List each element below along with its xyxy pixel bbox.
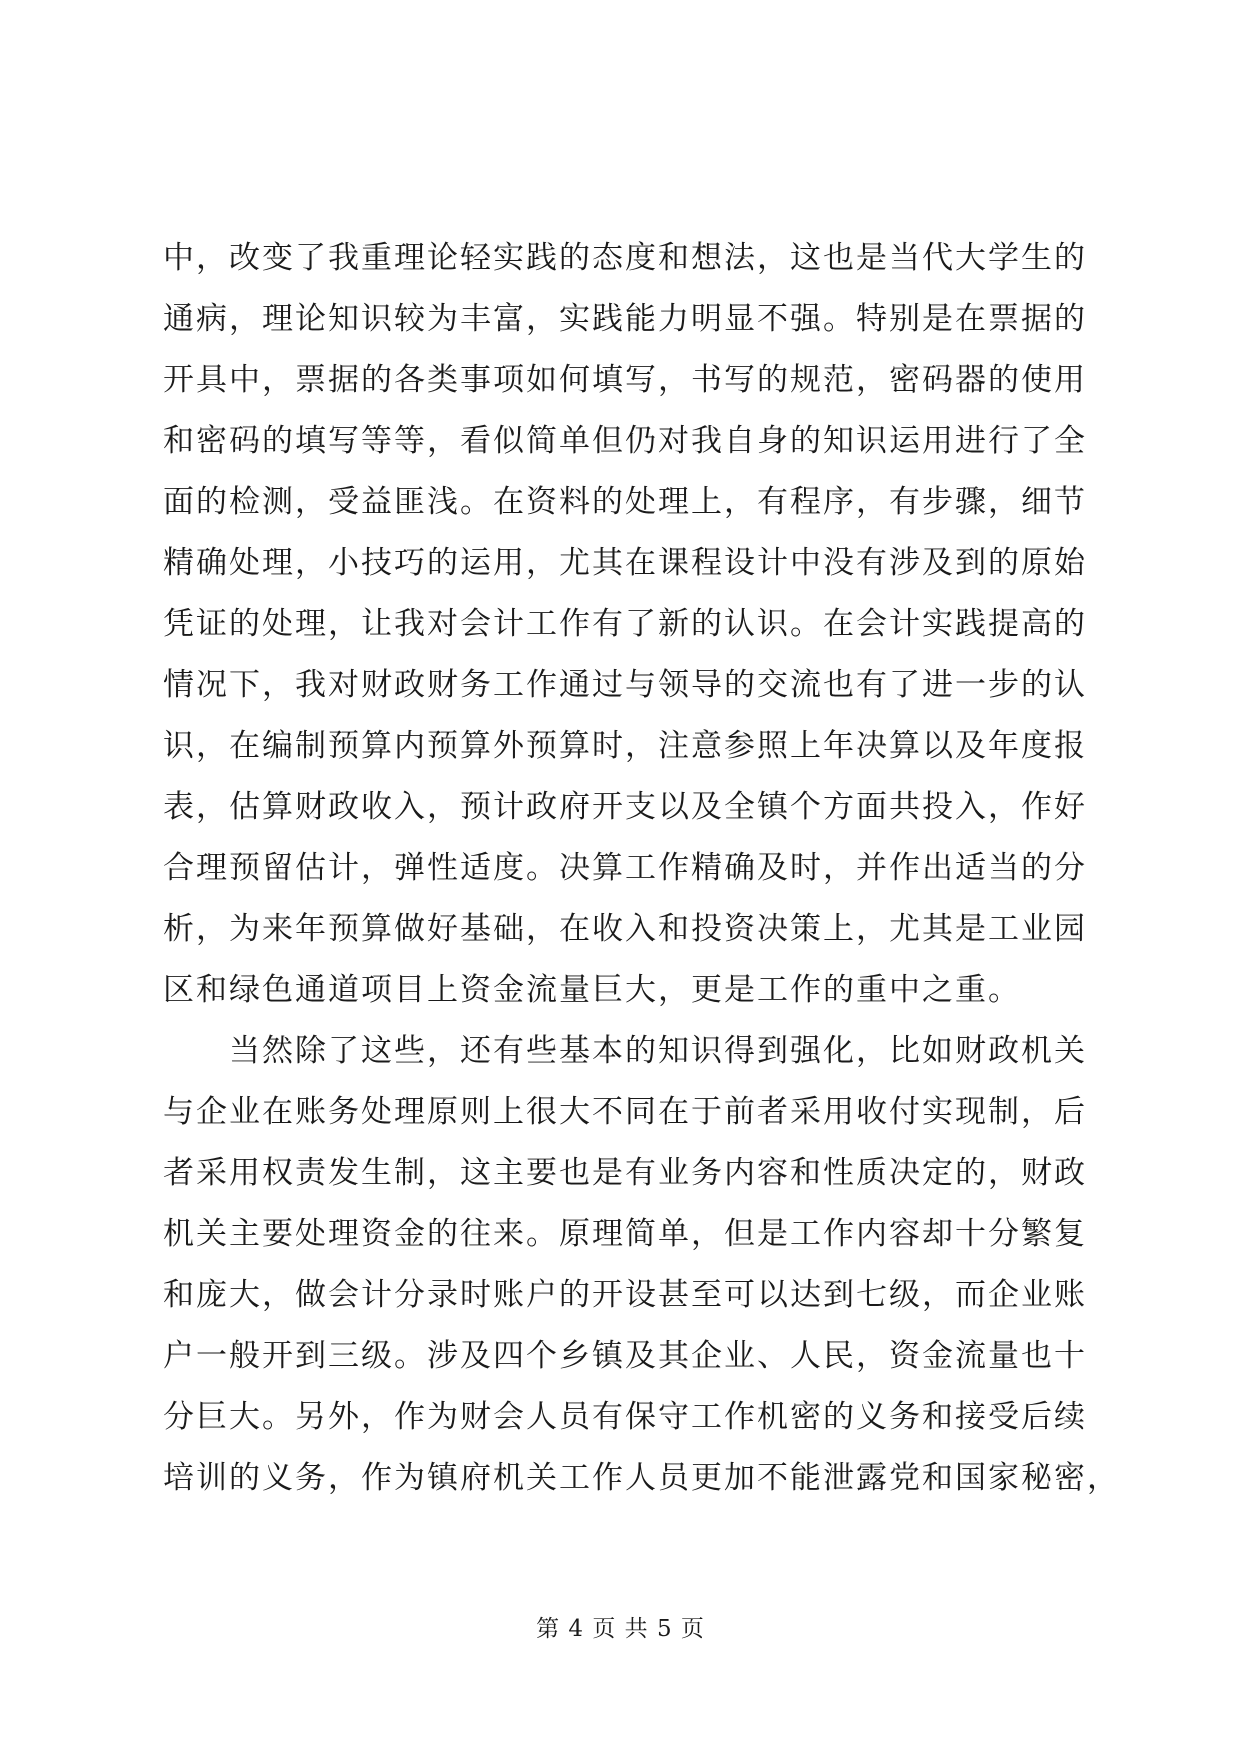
text-line: 中，改变了我重理论轻实践的态度和想法，这也是当代大学生的 (163, 240, 1087, 276)
paragraph-2 (163, 1021, 1120, 1509)
text-line: 户一般开到三级。涉及四个乡镇及其企业、人民，资金流量也十 (163, 1338, 1087, 1374)
text-line: 表，估算财政收入，预计政府开支以及全镇个方面共投入，作好 (163, 789, 1087, 825)
page-footer: 第 4 页 共 5 页 (536, 1616, 705, 1642)
text-line: 分巨大。另外，作为财会人员有保守工作机密的义务和接受后续 (163, 1399, 1087, 1435)
text-line: 与企业在账务处理原则上很大不同在于前者采用收付实现制，后 (163, 1094, 1087, 1130)
text-line: 机关主要处理资金的往来。原理简单，但是工作内容却十分繁复 (163, 1216, 1087, 1252)
text-line: 当然除了这些，还有些基本的知识得到强化，比如财政机关 (229, 1033, 1087, 1069)
text-line: 和密码的填写等等，看似简单但仍对我自身的知识运用进行了全 (163, 423, 1087, 459)
text-line: 析，为来年预算做好基础，在收入和投资决策上，尤其是工业园 (163, 911, 1087, 947)
text-line: 凭证的处理，让我对会计工作有了新的认识。在会计实践提高的 (163, 606, 1087, 642)
text-line: 培训的义务，作为镇府机关工作人员更加不能泄露党和国家秘密， (163, 1460, 1120, 1496)
body-text (163, 228, 1120, 1509)
text-line: 区和绿色通道项目上资金流量巨大，更是工作的重中之重。 (163, 972, 1021, 1008)
text-line: 合理预留估计，弹性适度。决算工作精确及时，并作出适当的分 (163, 850, 1087, 886)
text-line: 者采用权责发生制，这主要也是有业务内容和性质决定的，财政 (163, 1155, 1087, 1191)
text-line: 识，在编制预算内预算外预算时，注意参照上年决算以及年度报 (163, 728, 1087, 764)
text-line: 通病，理论知识较为丰富，实践能力明显不强。特别是在票据的 (163, 301, 1087, 337)
text-line: 和庞大，做会计分录时账户的开设甚至可以达到七级，而企业账 (163, 1277, 1087, 1313)
text-line: 精确处理，小技巧的运用，尤其在课程设计中没有涉及到的原始 (163, 545, 1087, 581)
text-line: 开具中，票据的各类事项如何填写，书写的规范，密码器的使用 (163, 362, 1087, 398)
text-line: 面的检测，受益匪浅。在资料的处理上，有程序，有步骤，细节 (163, 484, 1087, 520)
paragraph-1 (163, 228, 1087, 1021)
text-line: 情况下，我对财政财务工作通过与领导的交流也有了进一步的认 (163, 667, 1087, 703)
